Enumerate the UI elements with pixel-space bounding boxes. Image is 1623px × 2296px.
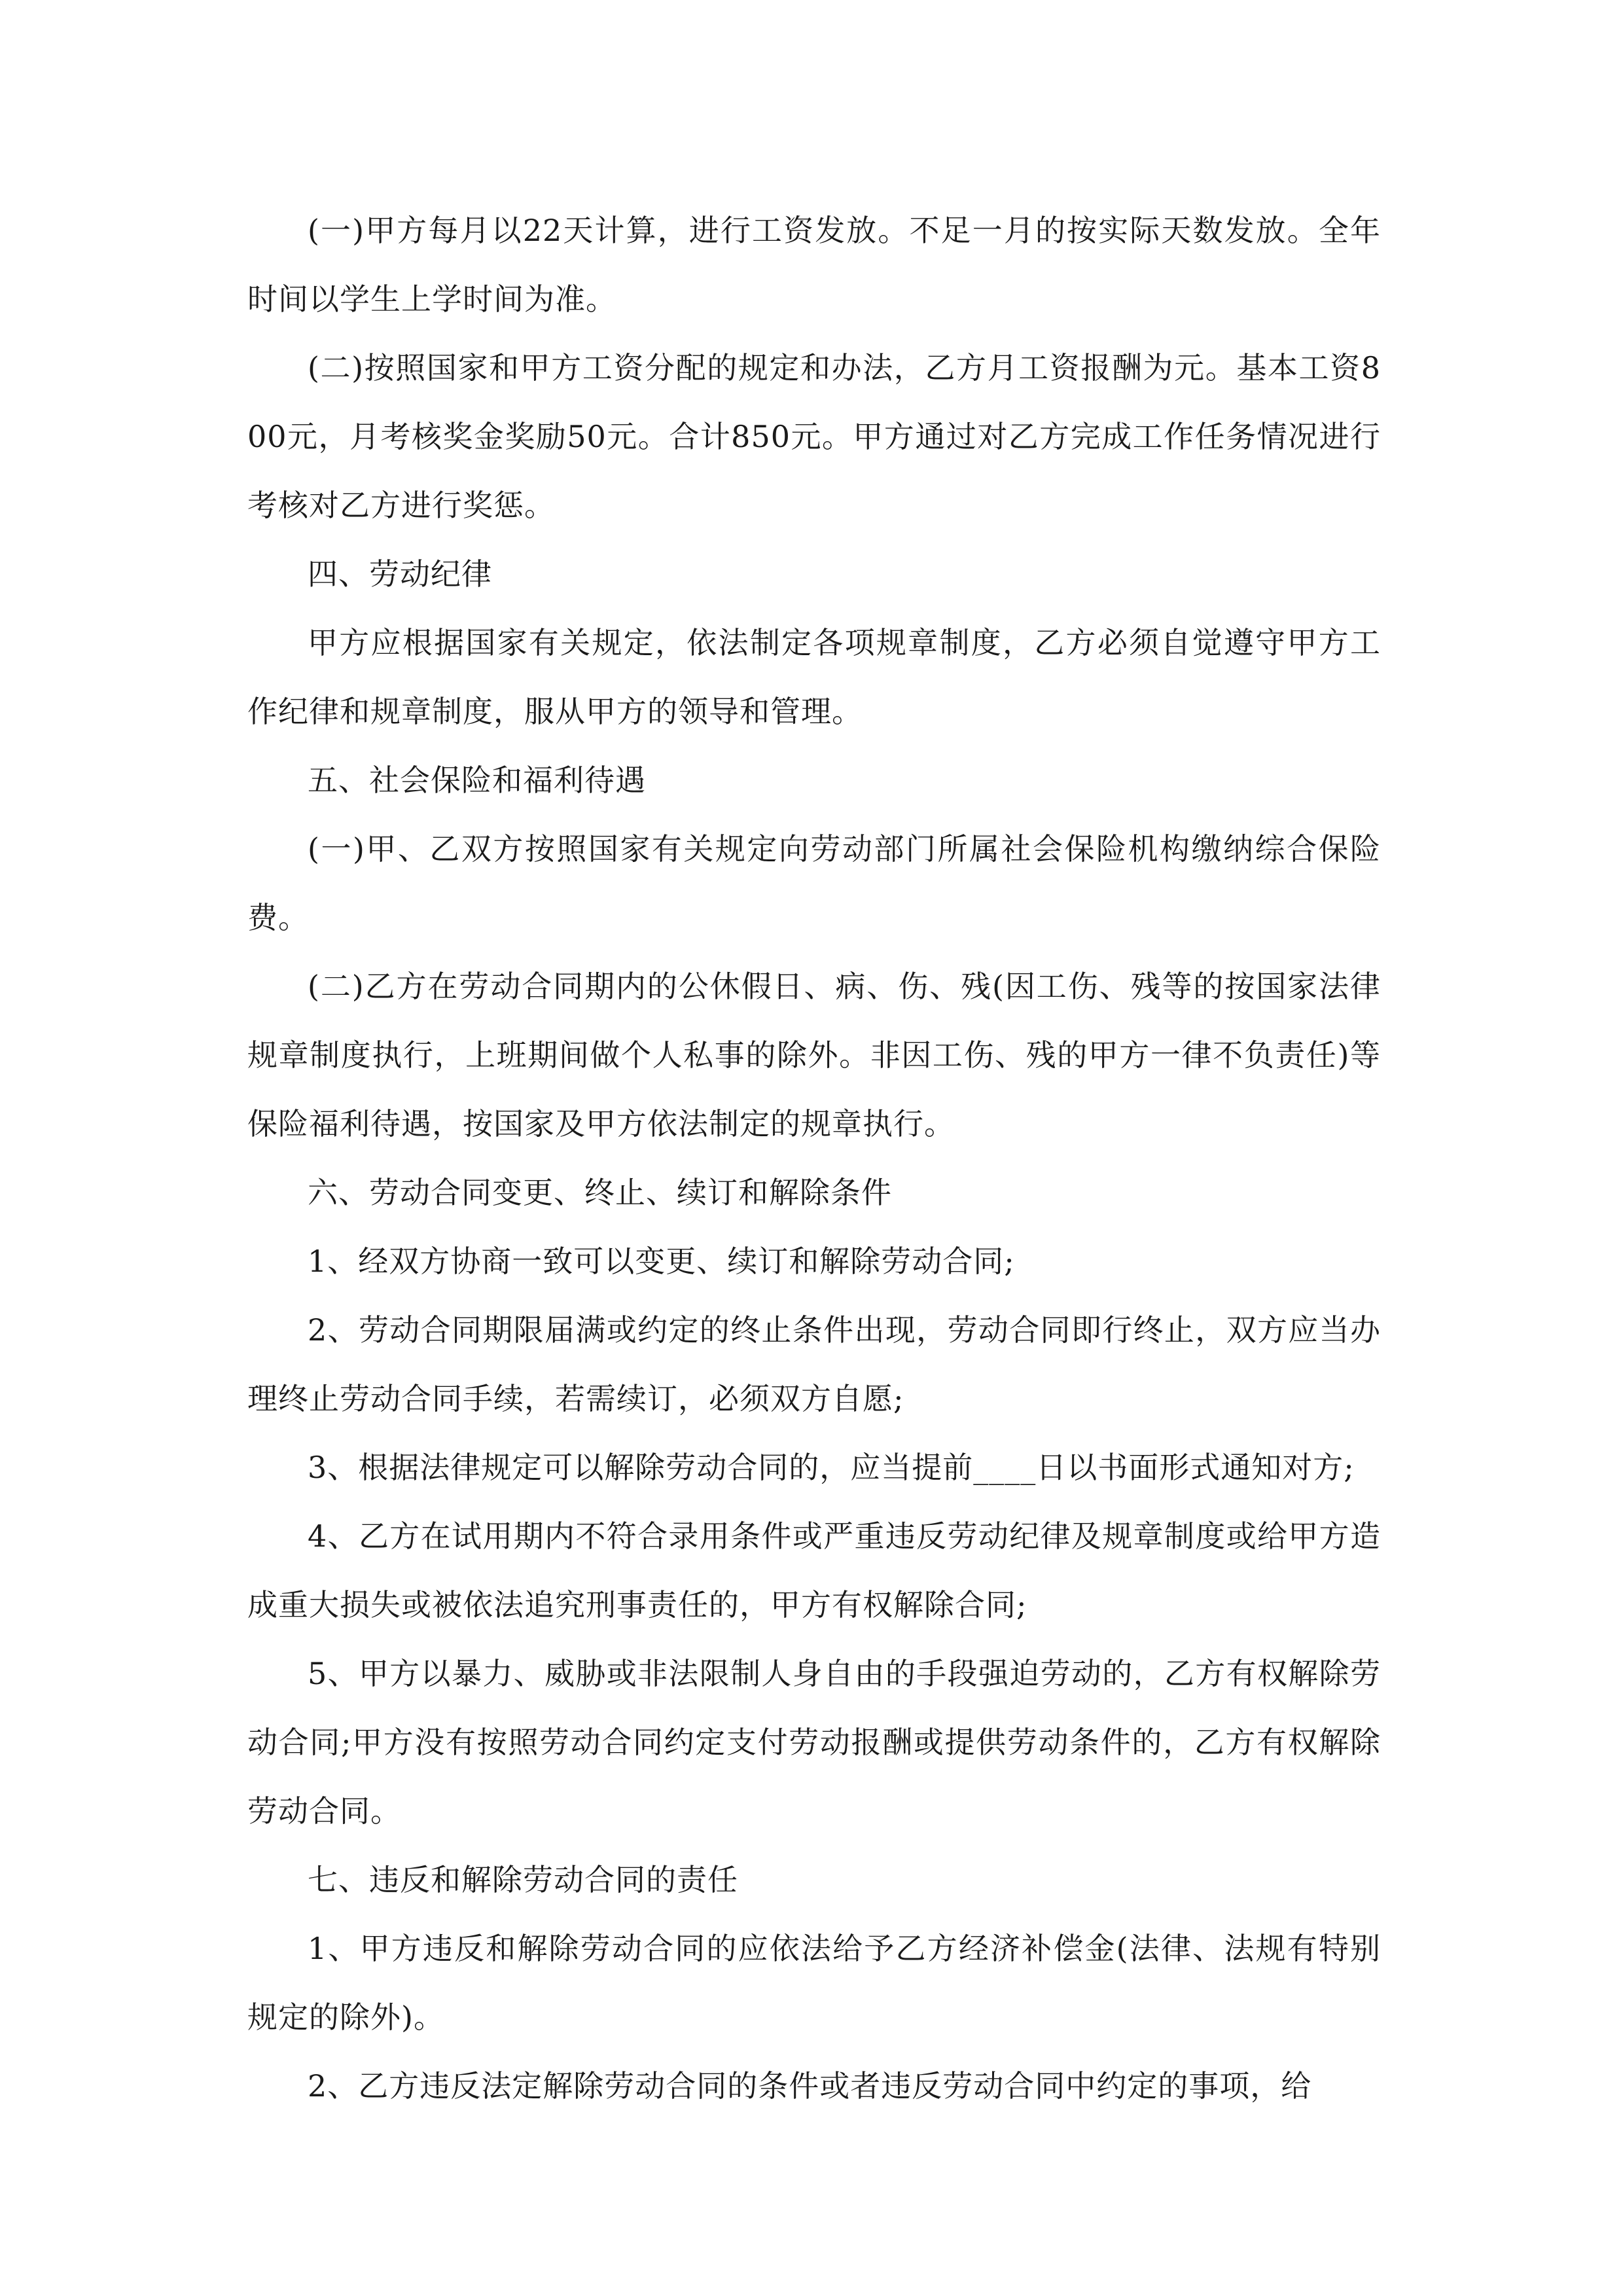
paragraph-liability-item-1: 1、甲方违反和解除劳动合同的应依法给予乙方经济补偿金(法律、法规有特别规定的除外)。 [247,1931,1381,2035]
paragraph-change-item-1: 1、经双方协商一致可以变更、续订和解除劳动合同; [308,1244,1015,1279]
paragraph-wage-standard: (二)按照国家和甲方工资分配的规定和办法，乙方月工资报酬为元。基本工资800元，月考核奖金奖励50元。合计850元。甲方通过对乙方完成工作任务情况进行考核对乙方进行奖惩。 [247,350,1381,523]
paragraph-insurance-payment: (一)甲、乙双方按照国家有关规定向劳动部门所属社会保险机构缴纳综合保险费。 [247,831,1381,935]
paragraph-wage-calculation: (一)甲方每月以22天计算，进行工资发放。不足一月的按实际天数发放。全年时间以学生上学时间为准。 [247,213,1381,317]
paragraph-change-item-4: 4、乙方在试用期内不符合录用条件或严重违反劳动纪律及规章制度或给甲方造成重大损失或被依法追究刑事责任的，甲方有权解除合同; [247,1518,1381,1623]
paragraph-change-item-3: 3、根据法律规定可以解除劳动合同的，应当提前____日以书面形式通知对方; [308,1450,1355,1485]
section-heading-liability: 七、违反和解除劳动合同的责任 [308,1862,738,1897]
paragraph-welfare-benefits: (二)乙方在劳动合同期内的公休假日、病、伤、残(因工伤、残等的按国家法律规章制度执行，上班期间做个人私事的除外。非因工伤、残的甲方一律不负责任)等保险福利待遇，按国家及甲方依法制定的规章执行。 [247,969,1381,1141]
paragraph-change-item-5: 5、甲方以暴力、威胁或非法限制人身自由的手段强迫劳动的，乙方有权解除劳动合同;甲方没有按照劳动合同约定支付劳动报酬或提供劳动条件的，乙方有权解除劳动合同。 [247,1656,1381,1829]
section-heading-contract-changes: 六、劳动合同变更、终止、续订和解除条件 [308,1175,892,1210]
paragraph-change-item-2: 2、劳动合同期限届满或约定的终止条件出现，劳动合同即行终止，双方应当办理终止劳动合同手续，若需续订，必须双方自愿; [247,1312,1381,1416]
document-body [247,196,1381,2121]
section-heading-social-insurance: 五、社会保险和福利待遇 [308,762,646,798]
paragraph-liability-item-2: 2、乙方违反法定解除劳动合同的条件或者违反劳动合同中约定的事项，给 [308,2068,1312,2104]
paragraph-labor-discipline: 甲方应根据国家有关规定，依法制定各项规章制度，乙方必须自觉遵守甲方工作纪律和规章制度，服从甲方的领导和管理。 [247,625,1381,729]
section-heading-labor-discipline: 四、劳动纪律 [308,556,492,592]
